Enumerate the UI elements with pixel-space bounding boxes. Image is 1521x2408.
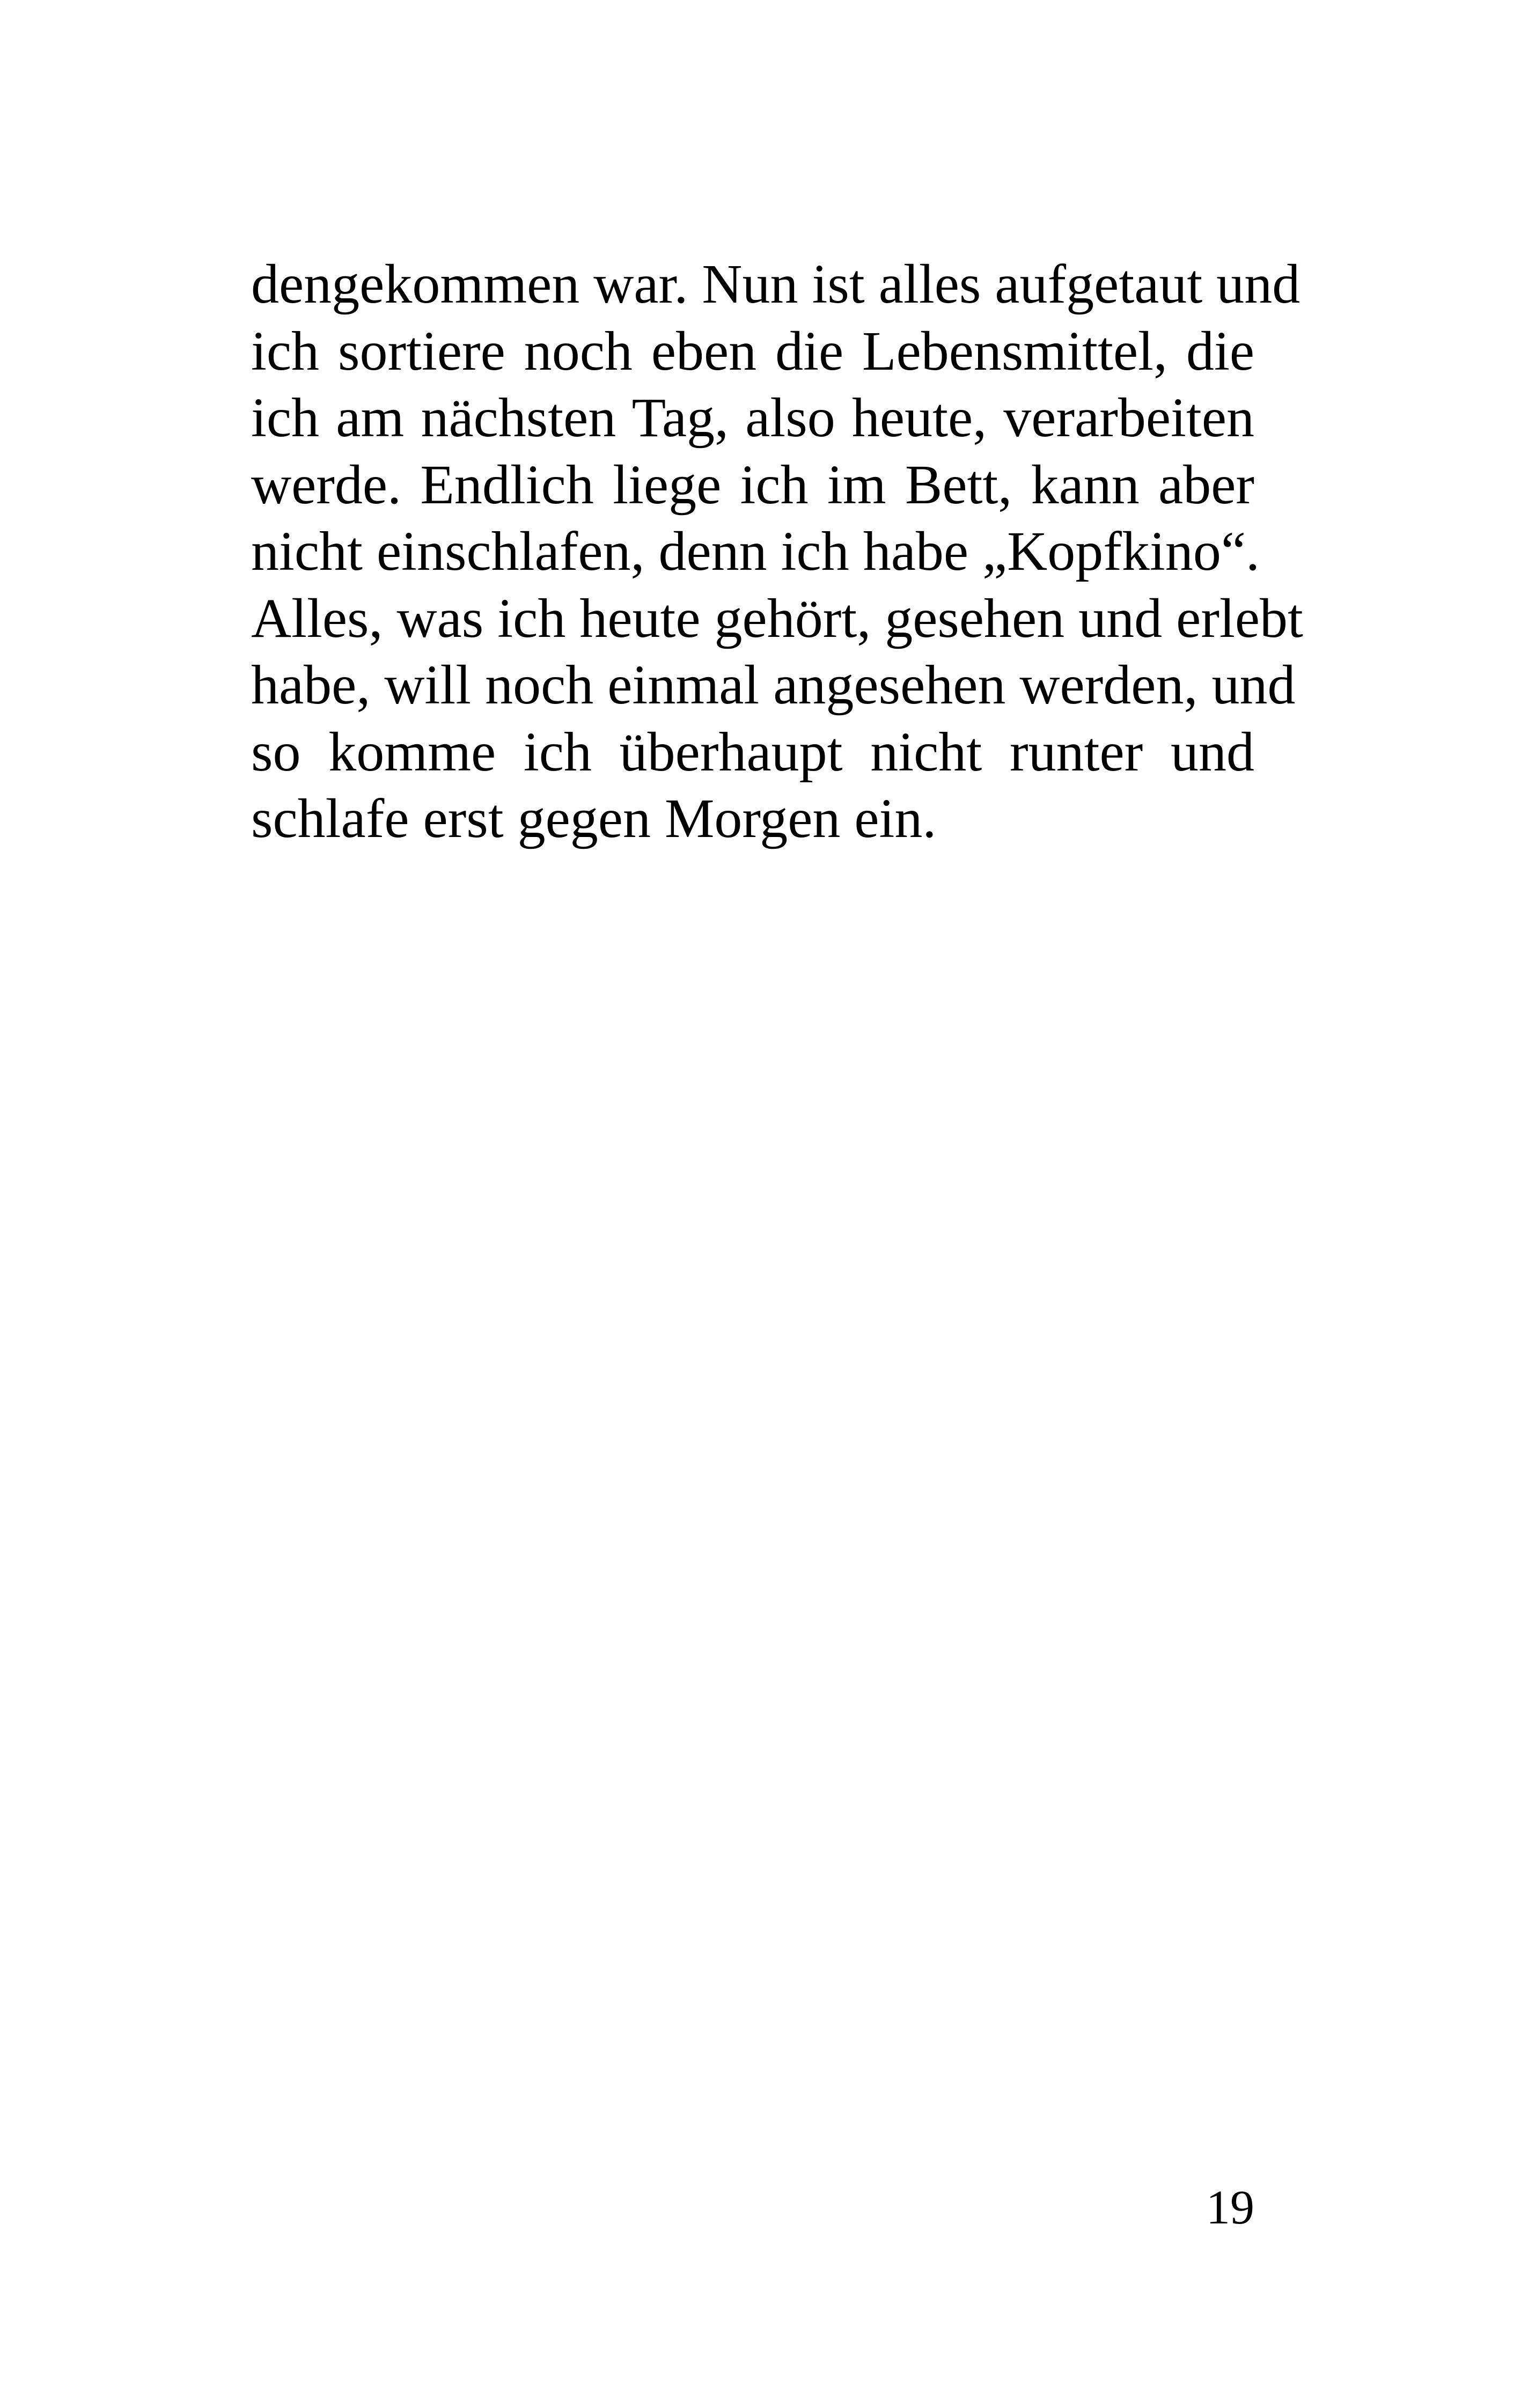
paragraph-line: habe, will noch einmal angesehen werden, und <box>251 654 1296 716</box>
paragraph-line: dengekommen war. Nun ist alles aufgetaut und <box>251 253 1300 315</box>
paragraph-line: werde. Endlich liege ich im Bett, kann aber <box>251 453 1254 516</box>
paragraph-line: Alles, was ich heute gehört, gesehen und erlebt <box>251 587 1303 649</box>
body-paragraph <box>251 251 1303 853</box>
paragraph-line: ich sortiere noch eben die Lebensmittel, die <box>251 320 1254 382</box>
paragraph-line: nicht einschlafen, denn ich habe „Kopfkino“. <box>251 520 1260 582</box>
paragraph-line: schlafe erst gegen Morgen ein. <box>251 788 937 849</box>
paragraph-line: so komme ich überhaupt nicht runter und <box>251 721 1254 783</box>
paragraph-line: ich am nächsten Tag, also heute, verarbeiten <box>251 387 1254 449</box>
page-number: 19 <box>1206 2181 1254 2234</box>
